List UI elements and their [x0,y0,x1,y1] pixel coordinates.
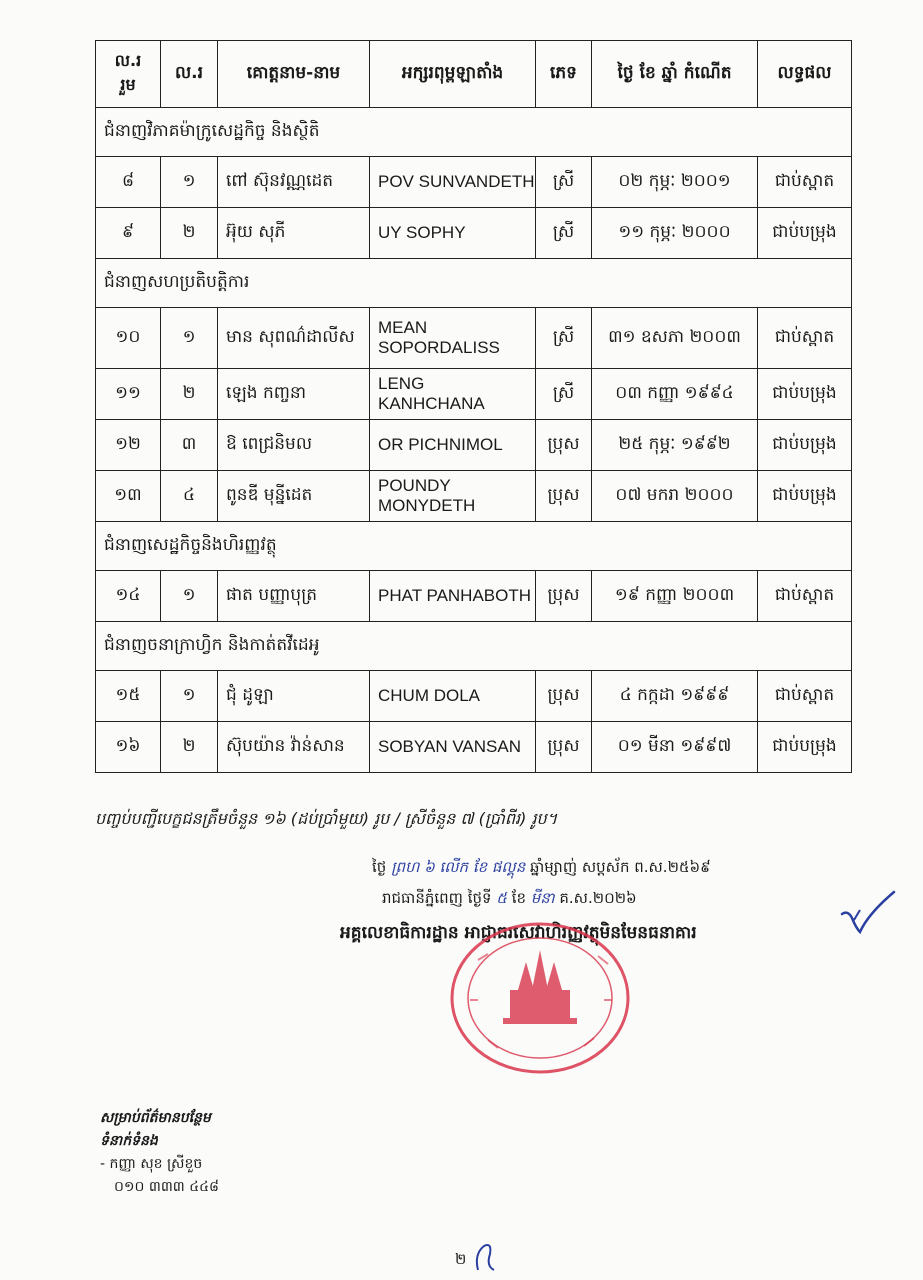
cell-result: ជាប់បម្រុង [758,369,852,420]
section-row [96,522,852,571]
lunar-date-line: ថ្ងៃ ព្រហ ៦ លើក ខែ ផល្គុន ឆ្នាំម្សាញ់ សប្តស័ក ព.ស.២៥៦៩ [372,858,711,876]
signature-mark [838,888,898,938]
table-row [96,308,852,369]
cell-dob: ០៣ កញ្ញា ១៩៩៤ [592,369,758,420]
cell-dob: ០៧ មករា ២០០០ [592,471,758,522]
section-title: ជំនាញសហប្រតិបត្តិការ [96,259,852,308]
cell-name: ជុំ ដូឡា [218,671,370,722]
cell-dob: ១១ កុម្ភៈ ២០០០ [592,208,758,259]
cell-sex: ប្រុស [536,471,592,522]
cell-total-no: ១៤ [96,571,161,622]
cell-total-no: ១០ [96,308,161,369]
section-row [96,108,852,157]
handwritten-day: ៥ [496,889,507,907]
cell-no: ២ [161,369,218,420]
cell-name: ឡេង កញ្ចនា [218,369,370,420]
cell-latin-name: POV SUNVANDETH [370,157,536,208]
cell-result: ជាប់ស្ពាត [758,571,852,622]
cell-sex: ប្រុស [536,671,592,722]
cell-sex: ស្រី [536,308,592,369]
table-row [96,671,852,722]
contact-block [100,1106,219,1200]
cell-sex: ប្រុស [536,571,592,622]
cell-no: ២ [161,722,218,773]
cell-dob: ៤ កក្កដា ១៩៩៩ [592,671,758,722]
cell-latin-name: PHAT PANHABOTH [370,571,536,622]
cell-result: ជាប់បម្រុង [758,722,852,773]
cell-name: ស៊ុបយ៉ាន វ៉ាន់សាន [218,722,370,773]
cell-name: ពូនឌី មុន្នីដេត [218,471,370,522]
handwritten-lunar-date: ព្រហ ៦ លើក ខែ ផល្គុន [391,858,526,876]
cell-no: ១ [161,671,218,722]
section-title: ជំនាញចនាក្រាហ្វិក និងកាត់តវីដេអូ [96,622,852,671]
cell-total-no: ៩ [96,208,161,259]
table-row [96,571,852,622]
cell-no: ២ [161,208,218,259]
cell-total-no: ១១ [96,369,161,420]
contact-subheading: ទំនាក់ទំនង [100,1133,158,1149]
cell-name: មាន សុពណ៌ដាលីស [218,308,370,369]
cell-dob: ១៩ កញ្ញា ២០០៣ [592,571,758,622]
cell-dob: ០២ កុម្ភៈ ២០០១ [592,157,758,208]
page-number: ២ [455,1250,467,1268]
section-row [96,259,852,308]
contact-heading: សម្រាប់ព័ត៌មានបន្ថែម [100,1110,211,1126]
signatory-title: អគ្គលេខាធិការដ្ឋាន អាជ្ញាធរសេវាហិរញ្ញវត្ថុមិនមែនធនាគារ [340,923,697,943]
section-row [96,622,852,671]
cell-result: ជាប់ស្ពាត [758,157,852,208]
table-row [96,420,852,471]
cell-sex: ស្រី [536,208,592,259]
cell-latin-name: LENG KANHCHANA [370,369,536,420]
cell-sex: ប្រុស [536,420,592,471]
header-no: ល.រ [161,41,218,108]
official-seal-stamp [448,920,633,1075]
cell-no: ៣ [161,420,218,471]
header-name: គោត្តនាម-នាម [218,41,370,108]
cell-no: ១ [161,571,218,622]
cell-no: ១ [161,157,218,208]
cell-sex: ស្រី [536,369,592,420]
contact-person: - កញ្ញា សុខ ស្រីខួច [100,1156,203,1172]
table-row [96,471,852,522]
section-title: ជំនាញវិភាគម៉ាក្រូសេដ្ឋកិច្ច និងស្ថិតិ [96,108,852,157]
cell-sex: ស្រី [536,157,592,208]
cell-latin-name: SOBYAN VANSAN [370,722,536,773]
cell-result: ជាប់ស្ពាត [758,671,852,722]
cell-total-no: ១៥ [96,671,161,722]
contact-phone: ០១០ ៣៣៣ ៤៤៨ [114,1179,219,1195]
cell-result: ជាប់បម្រុង [758,208,852,259]
cell-dob: ៣១ ឧសភា ២០០៣ [592,308,758,369]
gregorian-date-line: រាជធានីភ្នំពេញ ថ្ងៃទី ៥ ខែ មីនា គ.ស.២០២៦ [382,889,637,907]
table-row [96,722,852,773]
cell-sex: ប្រុស [536,722,592,773]
cell-total-no: ១៦ [96,722,161,773]
header-latin-name: អក្សរពុម្ពឡាតាំង [370,41,536,108]
cell-latin-name: POUNDY MONYDETH [370,471,536,522]
cell-latin-name: OR PICHNIMOL [370,420,536,471]
header-dob: ថ្ងៃ ខែ ឆ្នាំ កំណើត [592,41,758,108]
header-sex: ភេទ [536,41,592,108]
section-title: ជំនាញសេដ្ឋកិច្ចនិងហិរញ្ញវត្ថុ [96,522,852,571]
header-result: លទ្ធផល [758,41,852,108]
page-initial-mark [470,1240,500,1274]
handwritten-month: មីនា [530,889,555,907]
cell-no: ១ [161,308,218,369]
table-header-row [96,41,852,108]
cell-result: ជាប់បម្រុង [758,471,852,522]
table-row [96,208,852,259]
cell-dob: ២៥ កុម្ភៈ ១៩៩២ [592,420,758,471]
cell-total-no: ៨ [96,157,161,208]
results-table [95,40,852,773]
cell-result: ជាប់ស្ពាត [758,308,852,369]
cell-dob: ០១ មីនា ១៩៩៧ [592,722,758,773]
cell-total-no: ១៣ [96,471,161,522]
closing-note: បញ្ចប់បញ្ជីបេក្ខជនត្រឹមចំនួន ១៦ (ដប់ប្រាំមួយ) រូប / ស្រីចំនួន ៧ (ប្រាំពីរ) រូប។ [95,809,558,828]
cell-total-no: ១២ [96,420,161,471]
cell-latin-name: CHUM DOLA [370,671,536,722]
cell-name: ផាត បញ្ញាបុត្រ [218,571,370,622]
cell-latin-name: UY SOPHY [370,208,536,259]
cell-name: អ៊ុយ សុភី [218,208,370,259]
cell-no: ៤ [161,471,218,522]
cell-result: ជាប់បម្រុង [758,420,852,471]
cell-name: ឱ ពេជ្រនិមល [218,420,370,471]
table-row [96,157,852,208]
cell-name: ពៅ ស៊ុនវណ្ណដេត [218,157,370,208]
table-row [96,369,852,420]
header-total-no: ល.រ រួម [96,41,161,108]
cell-latin-name: MEAN SOPORDALISS [370,308,536,369]
